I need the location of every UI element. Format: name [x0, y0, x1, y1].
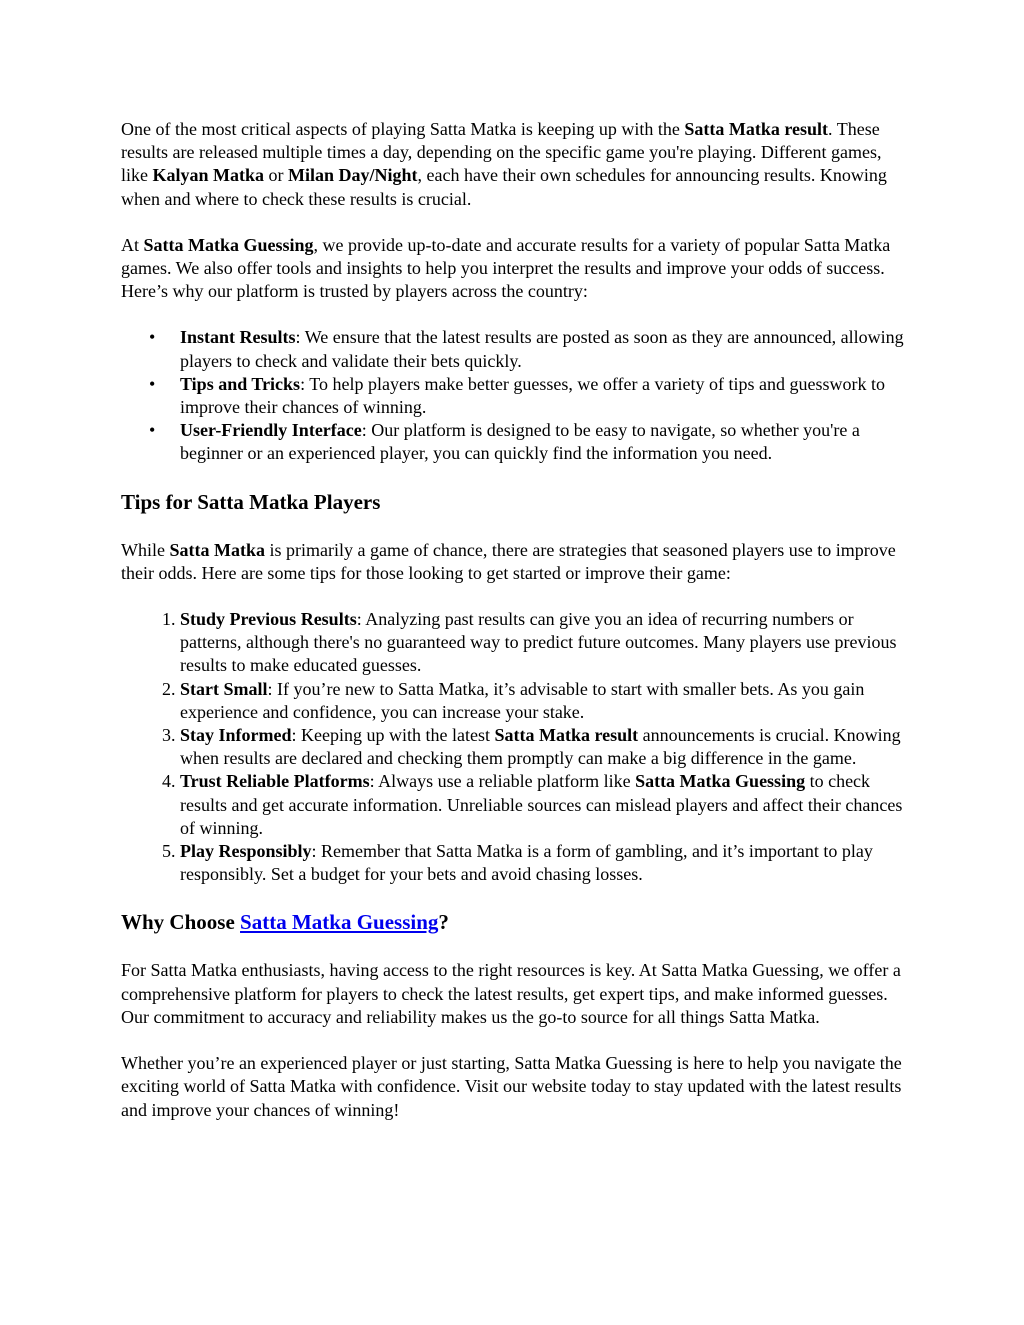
list-item — [180, 678, 911, 724]
tip-text: : If you’re new to Satta Matka, it’s advisable to start with smaller bets. As you gain experience and confidence, you can increase your stake. — [180, 678, 865, 722]
text-span: is primarily a game of chance, there are strategies that seasoned players use to improve their odds. Here are some tips for those looking to get started or improve their game: — [121, 539, 896, 583]
tip-text: : Remember that Satta Matka is a form of gambling, and it’s important to play responsibly. Set a budget for your bets and avoid chasing losses. — [180, 841, 873, 885]
intro-paragraph-2 — [121, 234, 911, 304]
bullet-text: : Our platform is designed to be easy to navigate, so whether you're a beginner or an experienced player, you can quickly find the information you need. — [180, 420, 860, 464]
bullet-title: User-Friendly Interface — [180, 420, 362, 441]
tip-text: : Always use a reliable platform like — [369, 771, 636, 792]
text-span: One of the most critical aspects of playing Satta Matka is keeping up with the — [121, 119, 685, 139]
why-choose-heading — [121, 909, 911, 936]
heading-prefix: Why Choose — [121, 910, 241, 935]
text-span: , we provide up-to-date and accurate results for a variety of popular Satta Matka games. We also offer tools and insights to help you interpret the results and improve your odds of success. Here’s why our platform is trusted by players across the country: — [121, 234, 891, 302]
tips-numbered-list — [121, 608, 911, 886]
tip-title: Stay Informed — [180, 725, 292, 746]
text-span: , each have their own schedules for announcing results. Knowing when and where to check these results is crucial. — [121, 165, 887, 209]
why-paragraph-1: For Satta Matka enthusiasts, having access to the right resources is key. At Satta Matka Guessing, we offer a comprehensive platform for players to check the latest results, get expert tips, and make informed guesses. Our commitment to accuracy and reliability makes us the go-to source for all things Satta Matka. — [121, 960, 901, 1027]
list-item — [180, 419, 911, 465]
why-paragraph-2: Whether you’re an experienced player or just starting, Satta Matka Guessing is here to help you navigate the exciting world of Satta Matka with confidence. Visit our website today to stay updated with the latest results and improve your chances of winning! — [121, 1053, 902, 1120]
bold-satta-matka: Satta Matka — [169, 539, 265, 560]
document-page — [121, 118, 911, 1145]
tip-title: Start Small — [180, 678, 268, 699]
bold-kalyan-matka: Kalyan Matka — [152, 165, 265, 186]
bullet-text: : To help players make better guesses, we offer a variety of tips and guesswork to improve their chances of winning. — [180, 373, 885, 418]
tip-text: to check results and get accurate information. Unreliable sources can mislead players and affect their chances of winning. — [180, 771, 903, 838]
list-item — [180, 770, 911, 840]
tip-text: : Keeping up with the latest — [291, 725, 495, 746]
list-item — [180, 840, 911, 886]
bold-satta-matka-guessing: Satta Matka Guessing — [635, 771, 806, 792]
heading-suffix: ? — [438, 910, 449, 935]
satta-matka-guessing-link[interactable]: Satta Matka Guessing — [240, 910, 439, 935]
intro-paragraph-1 — [121, 118, 911, 211]
features-bullet-list — [121, 326, 911, 465]
bold-satta-matka-result: Satta Matka result — [684, 119, 829, 139]
bold-satta-matka-guessing: Satta Matka Guessing — [143, 234, 314, 255]
tip-title: Study Previous Results — [180, 609, 357, 630]
text-span: . These results are released multiple times a day, depending on the specific game you're playing. Different games, like — [121, 119, 882, 186]
list-item — [180, 608, 911, 678]
bullet-title: Instant Results — [180, 327, 296, 348]
text-span: At — [121, 234, 144, 255]
bullet-text: : We ensure that the latest results are posted as soon as they are announced, allowing players to check and validate their bets quickly. — [180, 327, 904, 371]
tips-intro-paragraph — [121, 539, 911, 585]
tip-title: Trust Reliable Platforms — [180, 771, 370, 792]
text-span: or — [264, 165, 289, 186]
list-item — [180, 724, 911, 770]
tip-text: : Analyzing past results can give you an idea of recurring numbers or patterns, although there's no guaranteed way to predict future outcomes. Many players use previous results to make educated guesses. — [180, 609, 897, 676]
tips-heading: Tips for Satta Matka Players — [121, 489, 381, 514]
list-item — [180, 326, 911, 372]
tip-title: Play Responsibly — [180, 841, 312, 862]
text-span: While — [121, 539, 170, 560]
tip-text: announcements is crucial. Knowing when results are declared and checking them promptly can make a big difference in the game. — [180, 725, 901, 769]
list-item — [180, 373, 911, 419]
bold-satta-matka-result: Satta Matka result — [494, 725, 639, 746]
bold-milan-day-night: Milan Day/Night — [288, 165, 418, 186]
bullet-title: Tips and Tricks — [180, 373, 301, 394]
